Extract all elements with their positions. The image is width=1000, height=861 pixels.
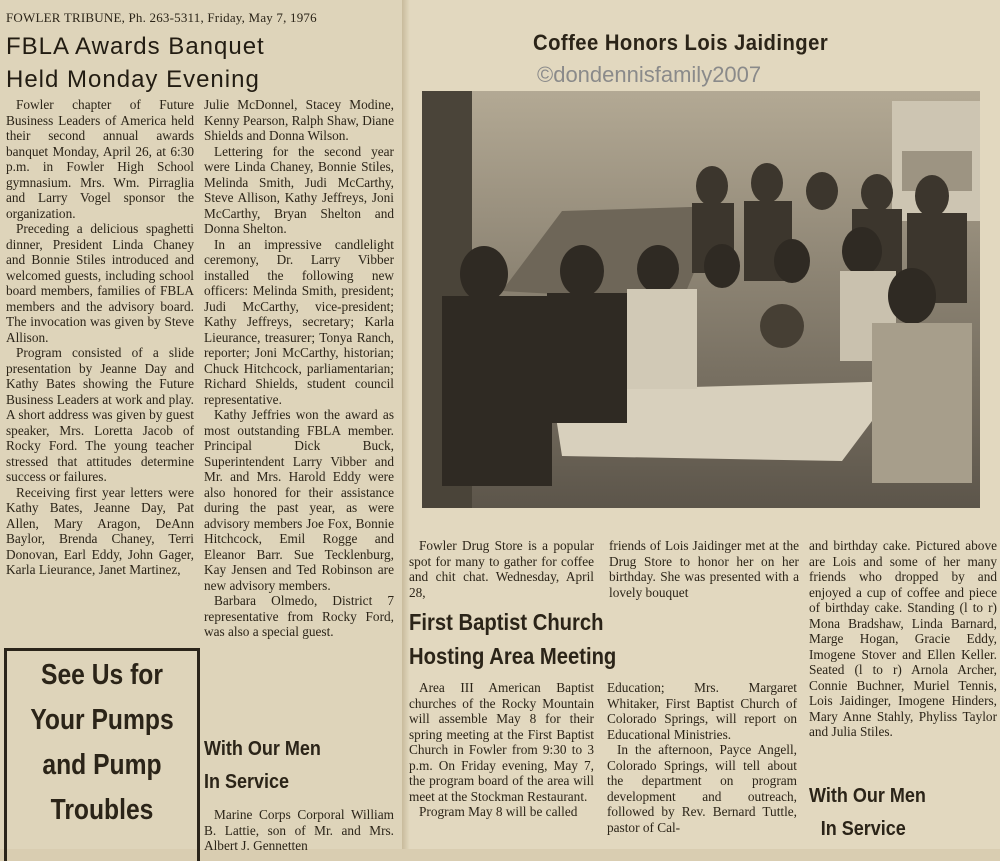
service-text	[204, 807, 394, 854]
group-photo	[422, 91, 980, 508]
paragraph: Lettering for the second year were Linda Chaney, Bonnie Stiles, Melinda Smith, Judi McCarthy, Steve Allison, Kathy Jeffreys, Joni McCarthy, Bryan Shelton and Donna Shelton.	[204, 143, 394, 236]
coffee-column-1	[409, 538, 594, 600]
service-headline-left	[204, 733, 321, 799]
paragraph: and birthday cake. Pictured above are Lois and some of her many friends who dropped by and enjoyed a cup of coffee and piece of birthday cake. Standing (l to r) Mona Bradshaw, Linda Barnard, Marge Hogan, Gracie Eddy, Imogene Stover and Ellen Keller. Seated (l to r) Arnola Archer, Connie Buchner, Muriel Tennis, Lois Jaidinger, Imogene Hinders, Mary Anne Stahly, Phyliss Taylor and Julia Stiles.	[809, 538, 997, 739]
fbla-column-2	[204, 97, 394, 640]
coffee-headline: Coffee Honors Lois Jaidinger	[533, 30, 829, 55]
paragraph: Program May 8 will be called	[419, 804, 578, 819]
service-headline-line1: With Our Men	[809, 785, 926, 807]
paragraph: Julie McDonnel, Stacey Modine, Kenny Pearson, Ralph Shaw, Diane Shields and Donna Wilson.	[204, 97, 394, 143]
ad-line: Troubles	[50, 794, 154, 826]
paragraph: In the afternoon, Payce Angell, Colorado Springs, will tell about the department on program development and outreach, followed by Rev. Bernard Tuttle, pastor of Cal-	[607, 742, 797, 835]
paragraph: Fowler chapter of Future Business Leaders of America held their second annual awards banquet Monday, April 26, at 6:30 p.m. in Fowler High School gymnasium. Mrs. Wm. Pirraglia and Larry Vogel sponsor the organization.	[6, 97, 194, 221]
coffee-column-2	[609, 538, 799, 600]
paragraph: Kathy Jeffries won the award as most outstanding FBLA member. Principal Dick Buck, Superintendent Larry Vibber and Mr. and Mrs. Harold Eddy were also honored for their assistance during the past year, as were advisory members Joe Fox, Bonnie Hitchcock, Emil Rogge and Eleanor Barr. Sue Tecklenburg, Kay Jensen and Ted Robinson are new advisory members.	[204, 407, 394, 593]
ad-text	[21, 651, 183, 833]
fbla-headline-line2: Held Monday Evening	[6, 66, 260, 93]
paragraph: Receiving first year letters were Kathy Bates, Jeanne Day, Pat Allen, Mary Aragon, DeAnn Baylor, Brenda Chaney, Terri Donovan, Earl Eddy, John Gager, Karla Lieurance, Janet Martinez,	[6, 484, 194, 577]
masthead: FOWLER TRIBUNE, Ph. 263-5311, Friday, May 7, 1976	[6, 10, 317, 25]
fbla-headline	[6, 30, 396, 96]
service-headline-right	[809, 780, 926, 846]
ad-line: Your Pumps	[30, 704, 174, 736]
baptist-column-2	[607, 680, 797, 835]
paragraph: Program consisted of a slide presentation by Jeanne Day and Kathy Bates showing the Future Business Leaders at work and play. A short address was given by guest speaker, Mrs. Loretta Jacob of Rocky Ford. The young teacher stressed that attitudes determine success or failures.	[6, 345, 194, 484]
paragraph: Barbara Olmedo, District 7 representative from Rocky Ford, was also a special guest.	[204, 593, 394, 639]
service-headline-line2: In Service	[204, 771, 290, 793]
ad-line: and Pump	[42, 749, 162, 781]
copyright-watermark: ©dondennisfamily2007	[537, 62, 762, 87]
fbla-headline-line1: FBLA Awards Banquet	[6, 33, 265, 60]
coffee-column-3	[809, 538, 997, 740]
paragraph: Education; Mrs. Margaret Whitaker, First Baptist Church of Colorado Springs, will report on Educational Ministries.	[607, 680, 797, 742]
paragraph: Area III American Baptist churches of the Rocky Mountain will assemble May 8 for their spring meeting at the First Baptist Church in Fowler from 9:30 to 3 p.m. On Friday evening, May 7, the program board of the area will meet at the Stockman Restaurant.	[409, 680, 594, 804]
fbla-column-1	[6, 97, 194, 578]
baptist-headline-line2: Hosting Area Meeting	[409, 643, 617, 669]
baptist-column-1	[409, 680, 594, 820]
baptist-headline-line1: First Baptist Church	[409, 609, 604, 635]
photo-illustration	[422, 91, 980, 508]
service-headline-line2: In Service	[820, 818, 906, 840]
paragraph: Marine Corps Corporal William B. Lattie, son of Mr. and Mrs. Albert J. Gennetten	[204, 807, 394, 853]
pump-advertisement	[4, 648, 200, 861]
ad-line: See Us for	[41, 659, 163, 691]
service-headline-line1: With Our Men	[204, 738, 321, 760]
paragraph: friends of Lois Jaidinger met at the Drug Store to honor her on her birthday. She was presented with a lovely bouquet	[609, 538, 799, 600]
paragraph: Fowler Drug Store is a popular spot for many to gather for coffee and chit chat. Wednesday, April 28,	[409, 538, 594, 600]
paragraph: In an impressive candlelight ceremony, Dr. Larry Vibber installed the following new officers: Melinda Smith, president; Judi McCarthy, vice-president; Kathy Jeffreys, secretary; Karla Lieurance, treasurer; Tonya Ranch, reporter; Joni McCarthy, historian; Chuck Hitchcock, parliamentarian; Richard Shields, student council representative.	[204, 236, 394, 407]
baptist-headline	[409, 605, 761, 673]
paragraph: Preceding a delicious spaghetti dinner, President Linda Chaney and Bonnie Stiles introduced and welcomed guests, including school board members, families of FBLA members and the advisory board. The invocation was given by Steve Allison.	[6, 221, 194, 345]
